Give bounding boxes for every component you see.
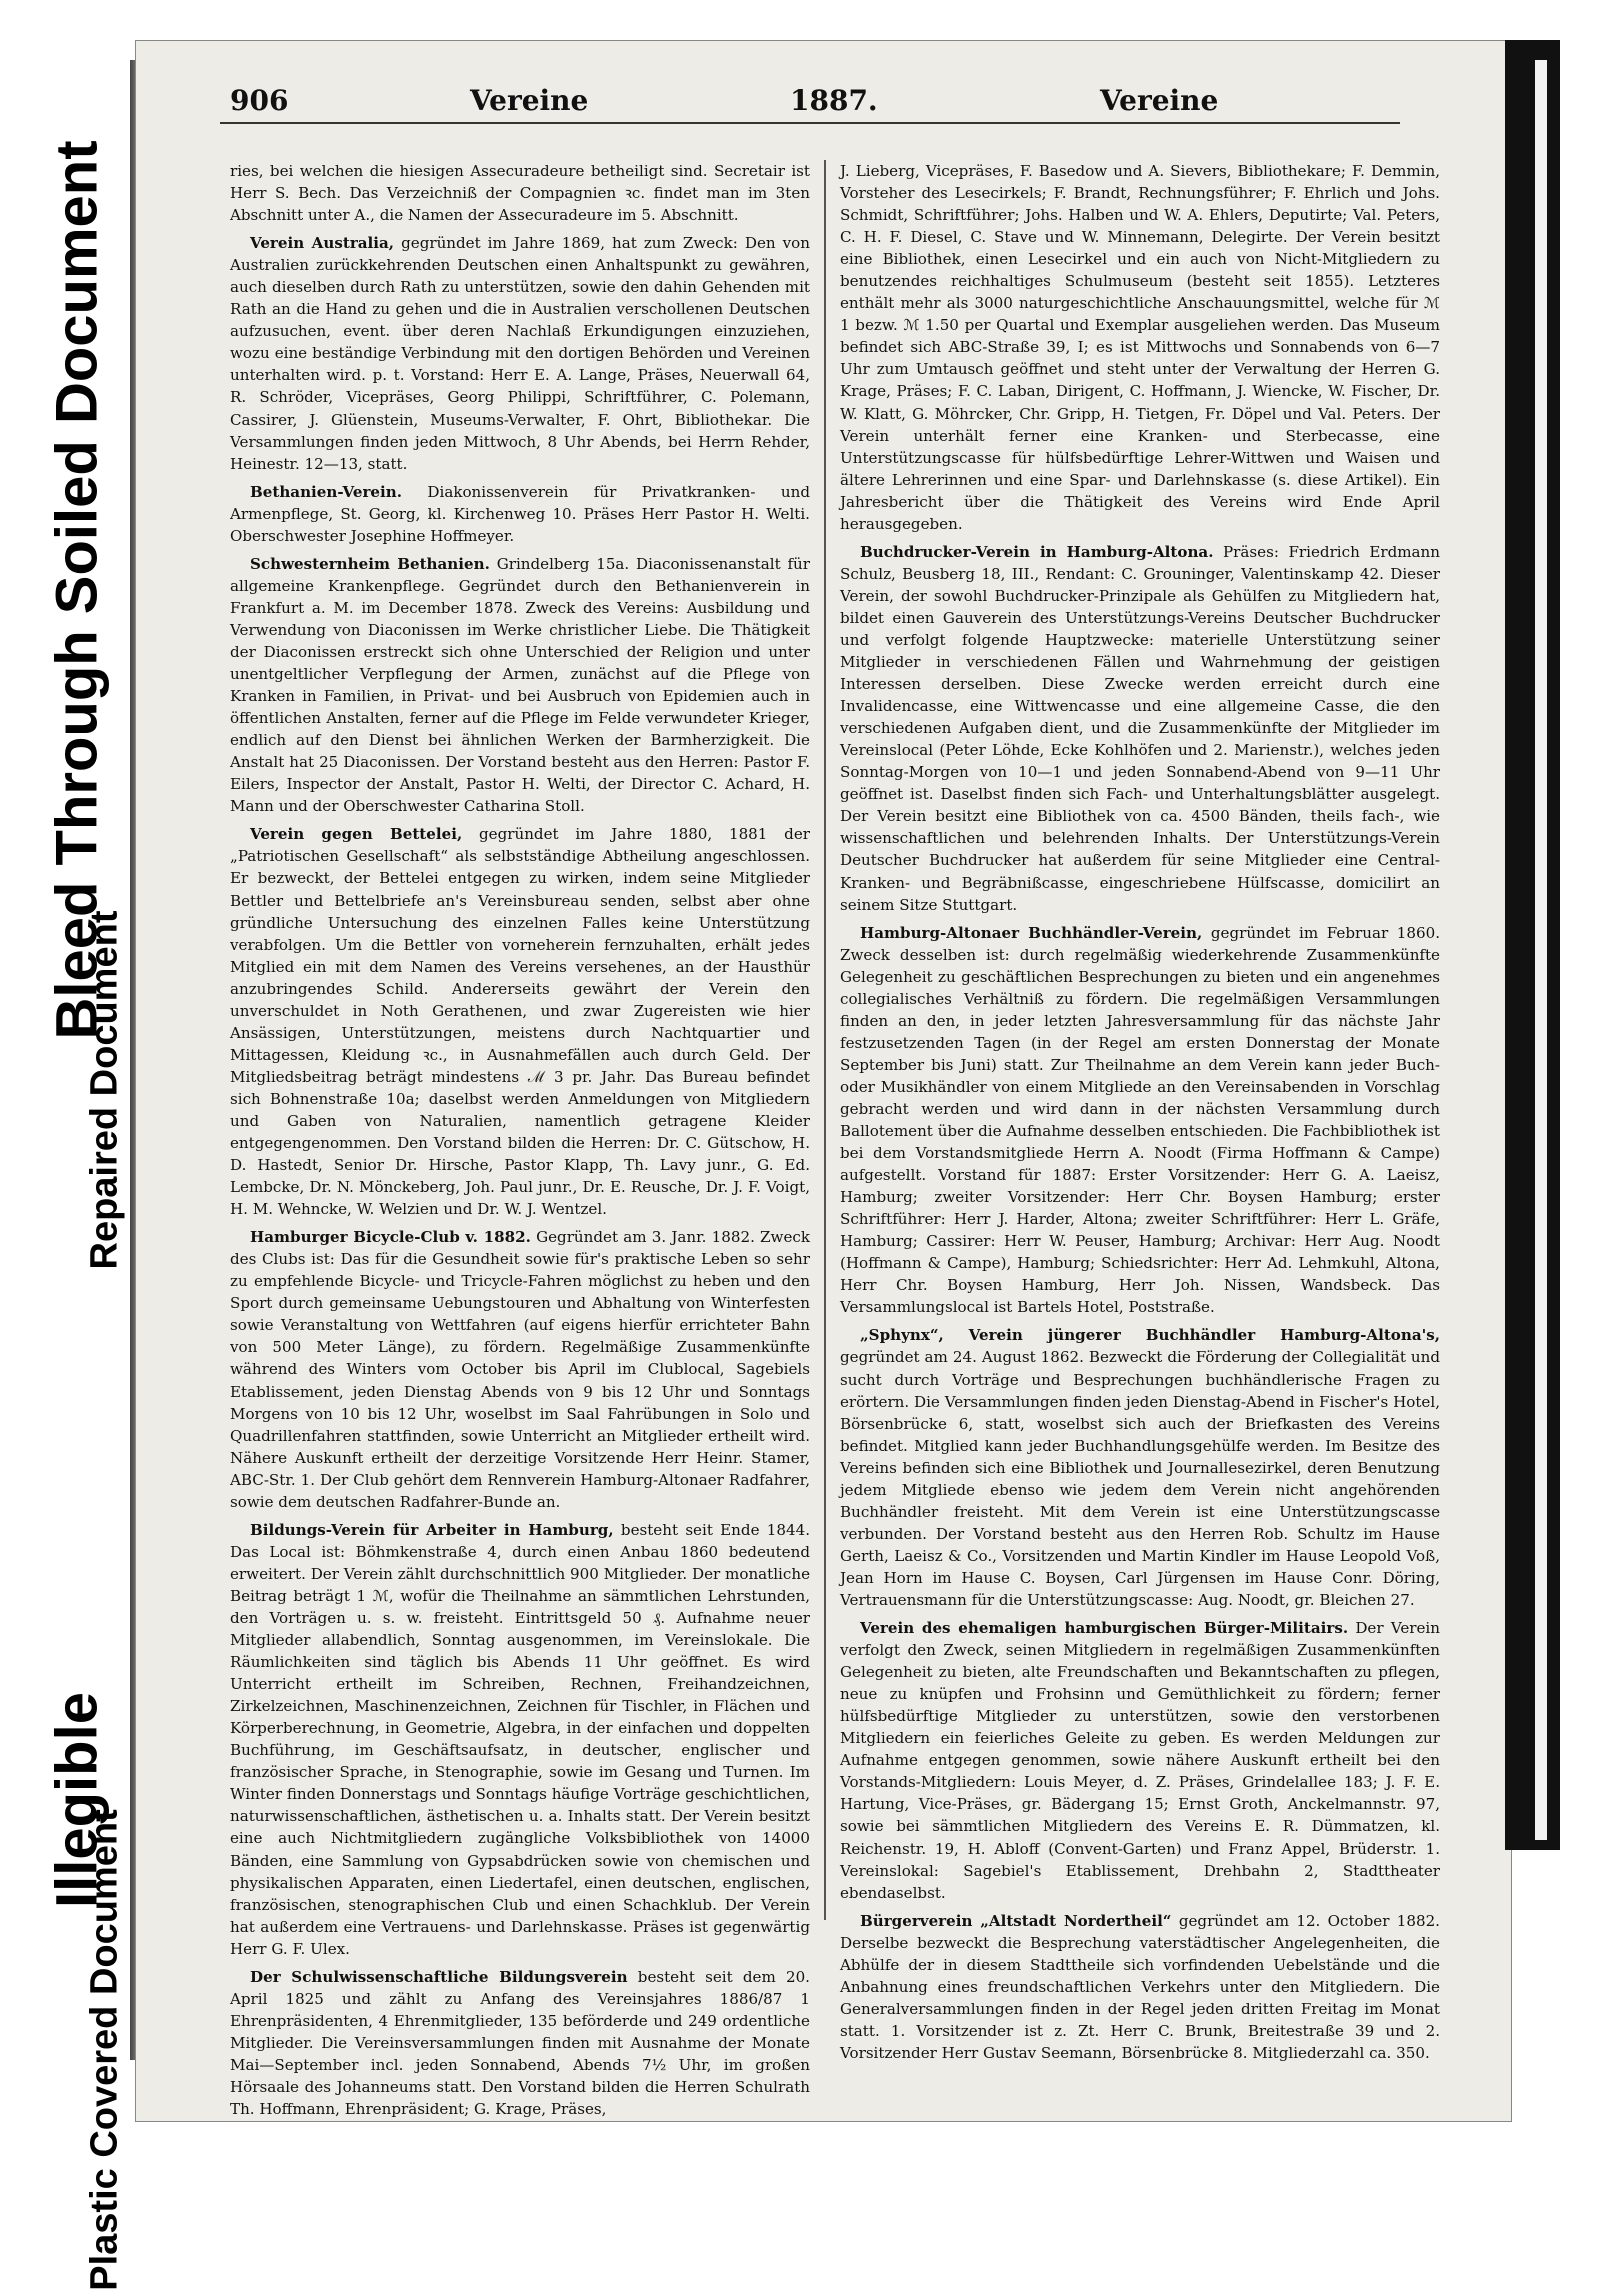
stamp-bleed-soiled: Bleed Through Soiled Document [44, 140, 110, 1040]
header-title-right: Vereine [1100, 84, 1219, 117]
column-divider [824, 160, 826, 1920]
society-name: Hamburger Bicycle-Club v. 1882. [250, 1228, 531, 1247]
society-entry [840, 1324, 1440, 1611]
society-description: Diakonissenverein für Privatkranken- und Armenpflege, St. Georg, kl. Kirchenweg 10. Präses Herr Pastor H. Welti. Oberschwester Josephine Hoffmeyer. [230, 482, 810, 545]
society-entry [840, 922, 1440, 1319]
society-name: Verein Australia, [250, 234, 395, 253]
header-title-left: Vereine [470, 84, 589, 117]
scan-border-highlight [1535, 60, 1547, 1840]
society-description: besteht seit dem 20. April 1825 und zählt zu Anfang des Vereinsjahres 1886/87 1 Ehrenpräsidenten, 4 Ehrenmitglieder, 135 beförderde und 249 ordentliche Mitglieder. Die Vereinsversammlungen finden mit Ausnahme der Monate Mai—September incl. jeden Sonnabend, Abends 7½ Uhr, im großen Hörsaale des Johanneums statt. Den Vorstand bilden die Herren Schulrath Th. Hoffmann, Ehrenpräsident; G. Krage, Präses, [230, 1967, 810, 2119]
society-name: Buchdrucker-Verein in Hamburg-Altona. [860, 542, 1214, 561]
left-column [230, 160, 810, 2126]
society-description: Grindelberg 15a. Diaconissenanstalt für allgemeine Krankenpflege. Gegründet durch den Bethanienverein in Frankfurt a. M. im December 1878. Zweck des Vereins: Ausbildung und Verwendung von Diaconissen im Werke christlicher Liebe. Die Thätigkeit der Diaconissen erstreckt sich ohne Unterschied der Religion und unter unentgeltlicher Verpflegung der Armen, zunächst auf die Pflege von Kranken in Familien, in Privat- und bei Ausbruch von Epidemien auch in öffentlichen Anstalten, ferner auf die Pflege im Felde verwundeter Krieger, endlich auf den Dienst bei ähnlichen Werken der Barmherzigkeit. Die Anstalt hat 25 Diaconissen. Der Vorstand besteht aus den Herren: Pastor F. Eilers, Inspector der Anstalt, Pastor H. Welti, der Director C. Achard, H. Mann und der Oberschwester Catharina Stoll. [230, 554, 810, 816]
stamp-plastic: Plastic Covered Document [83, 1809, 126, 2291]
page-number: 906 [230, 84, 289, 117]
society-entry [230, 160, 810, 226]
society-name: Bethanien-Verein. [250, 482, 402, 501]
archival-stamp [0, 0, 140, 2291]
society-entry [230, 553, 810, 818]
society-description: ries, bei welchen die hiesigen Assecuradeure betheiligt sind. Secretair ist Herr S. Bech. Das Verzeichniß der Compagnien ꝛc. findet man im 3ten Abschnitt unter A., die Namen der Assecuradeure im 5. Abschnitt. [230, 162, 810, 225]
society-description: besteht seit Ende 1844. Das Local ist: Böhmkenstraße 4, durch einen Anbau 1860 bedeutend erweitert. Der Verein zählt durchschnittlich 900 Mitglieder. Der monatliche Beitrag beträgt 1 ℳ, wofür die Theilnahme an sämmtlichen Lehrstunden, den Vorträgen u. s. w. freisteht. Eintrittsgeld 50 ₰. Aufnahme neuer Mitglieder allabendlich, Sonntag ausgenommen, im Vereinslokale. Die Räumlichkeiten sind täglich bis Abends 11 Uhr geöffnet. Es wird Unterricht ertheilt im Schreiben, Rechnen, Freihandzeichnen, Zirkelzeichnen, Maschinenzeichnen, Zeichnen für Tischler, in Flächen und Körperberechnung, in Geometrie, Algebra, in der einfachen und doppelten Buchführung, im Geschäftsaufsatz, in deutscher, englischer und französischer Sprache, in Stenographie, sowie im Gesang und Turnen. Im Winter finden Donnerstags und Sonntags häufige Vorträge geschichtlichen, naturwissenschaftlichen, ästhetischen u. a. Inhalts statt. Der Verein besitzt eine auch Nichtmitgliedern zugängliche Volksbibliothek von 14000 Bänden, eine Sammlung von Gypsabdrücken sowie von chemischen und physikalischen Apparaten, einen Liedertafel, einen deutschen, englischen, französischen, stenographischen Club und einen Schachklub. Der Verein hat außerdem eine Vertrauens- und Darlehnskasse. Präses ist gegenwärtig Herr G. F. Ulex. [230, 1520, 810, 1958]
society-entry [230, 481, 810, 547]
society-description: gegründet im Februar 1860. Zweck desselben ist: durch regelmäßig wiederkehrende Zusammenkünfte Gelegenheit zu geschäftlichen Besprechungen zu bieten und ein angenehmes collegialisches Verhältniß zu fördern. Die regelmäßigen Versammlungen finden an den, in jeder letzten Jahresversammlung für das nächste Jahr festzusetzenden Tagen (in der Regel am ersten Donnerstag der Monate September bis Juni) statt. Zur Theilnahme an dem Verein kann jeder Buch- oder Musikhändler von einem Mitgliede an den Vereinsabenden in Vorschlag gebracht werden und wird dann in der nächsten Versammlung durch Ballotement über die Aufnahme desselben entschieden. Die Fachbibliothek ist bei dem Vorstandsmitgliede Herrn A. Noodt (Firma Hoffmann & Campe) aufgestellt. Vorstand für 1887: Erster Vorsitzender: Herr G. A. Laeisz, Hamburg; zweiter Vorsitzender: Herr Chr. Boysen Hamburg; erster Schriftführer: Herr J. Harder, Altona; zweiter Schriftführer: Herr L. Gräfe, Hamburg; Cassirer: Herr W. Peuser, Hamburg; Archivar: Herr Aug. Noodt (Hoffmann & Campe), Hamburg; Schiedsrichter: Herr Ad. Lehmkuhl, Altona, Herr Chr. Boysen Hamburg, Herr Joh. Nissen, Wandsbeck. Das Versammlungslocal ist Bartels Hotel, Poststraße. [840, 923, 1440, 1317]
society-description: gegründet im Jahre 1869, hat zum Zweck: Den von Australien zurückkehrenden Deutschen einen Anhaltspunkt zu gewähren, auch dieselben durch Rath zu unterstützen, sowie den dahin Gehenden mit Rath an die Hand zu gehen und die in Australien verschollenen Deutschen aufzusuchen, event. über deren Nachlaß Erkundigungen einzuziehen, wozu eine beständige Verbindung mit den dortigen Behörden und Vereinen unterhalten wird. p. t. Vorstand: Herr E. A. Lange, Präses, Neuerwall 64, R. Schröder, Vicepräses, Georg Philippi, Schriftführer, C. Polemann, Cassirer, J. Glüenstein, Museums-Verwalter, F. Ohrt, Bibliothekar. Die Versammlungen finden jeden Mittwoch, 8 Uhr Abends, bei Herrn Rehder, Heinestr. 12—13, statt. [230, 234, 810, 473]
right-column [840, 160, 1440, 2070]
society-name: Bildungs-Verein für Arbeiter in Hamburg, [250, 1520, 614, 1539]
society-description: Präses: Friedrich Erdmann Schulz, Beusberg 18, III., Rendant: C. Grouninger, Valentinskamp 42. Dieser Verein, der sowohl Buchdrucker-Prinzipale als Gehülfen zu Mitgliedern hat, bildet einen Gauverein des Unterstützungs-Vereins Deutscher Buchdrucker und verfolgt folgende Hauptzwecke: materielle Unterstützung seiner Mitglieder in verschiedenen Fällen und Wahrnehmung der geistigen Interessen derselben. Diese Zwecke werden erreicht durch eine Invalidencasse, eine Wittwencasse und eine allgemeine Casse, die den verschiedenen Aufgaben dient, und die Zusammenkünfte der Mitglieder im Vereinslocal (Peter Löhde, Ecke Kohlhöfen und 2. Marienstr.), welches jeden Sonntag-Morgen von 10—1 und jeden Sonnabend-Abend von 9—11 Uhr geöffnet ist. Daselbst finden sich Fach- und Unterhaltungsblätter ausgelegt. Der Verein besitzt eine Bibliothek von ca. 4500 Bänden, theils fach-, wie wissenschaftlichen und belehrenden Inhalts. Der Unterstützungs-Verein Deutscher Buchdrucker hat außerdem für seine Mitglieder eine Central-Kranken- und Begräbnißcasse, eingeschriebene Hülfscasse, domicilirt an seinem Sitze Stuttgart. [840, 542, 1440, 914]
society-name: „Sphynx“, Verein jüngerer Buchhändler Hamburg-Altona's, [860, 1326, 1440, 1345]
society-name: Hamburg-Altonaer Buchhändler-Verein, [860, 923, 1203, 942]
society-entry [230, 1519, 810, 1960]
header-rule [220, 122, 1400, 124]
society-name: Verein gegen Bettelei, [250, 825, 463, 844]
society-name: Bürgerverein „Altstadt Nordertheil“ [860, 1911, 1172, 1930]
society-entry [230, 232, 810, 475]
society-description: J. Lieberg, Vicepräses, F. Basedow und A. Sievers, Bibliothekare; F. Demmin, Vorsteher des Lesecirkels; F. Brandt, Rechnungsführer; F. Ehrlich und Johs. Schmidt, Schriftführer; Johs. Halben und W. A. Ehlers, Deputirte; Val. Peters, C. H. F. Diesel, C. Stave und W. Minnemann, Delegirte. Der Verein besitzt eine Bibliothek, einen Lesecirkel und ein auch von Nicht-Mitgliedern zu benutzendes reichhaltiges Schulmuseum (besteht seit 1855). Letzteres enthält mehr als 3000 naturgeschichtliche Anschauungsmittel, welche für ℳ 1 bezw. ℳ 1.50 per Quartal und Exemplar ausgeliehen werden. Das Museum befindet sich ABC-Straße 39, I; es ist Mittwochs und Sonnabends von 6—7 Uhr zum Umtausch geöffnet und steht unter der Verwaltung der Herren G. Krage, Präses; F. C. Laban, Dirigent, C. Hoffmann, J. Wiencke, W. Fischer, Dr. W. Klatt, G. Möhrcker, Chr. Gripp, H. Tietgen, Fr. Döpel und Val. Peters. Der Verein unterhält ferner eine Kranken- und Sterbecasse, eine Unterstützungscasse für hülfsbedürftige Lehrer-Wittwen und Waisen und ältere Lehrerinnen und eine Spar- und Darlehnskasse (s. diese Artikel). Ein Jahresbericht über die Thätigkeit des Vereins wird Ende April herausgegeben. [840, 162, 1440, 533]
header-year: 1887. [790, 84, 878, 117]
society-name: Schwesternheim Bethanien. [250, 554, 490, 573]
society-entry [840, 541, 1440, 916]
stamp-illegible: Illegible [44, 1692, 110, 1908]
society-entry [230, 1226, 810, 1513]
running-header [230, 80, 1390, 120]
society-name: Verein des ehemaligen hamburgischen Bürger-Militairs. [860, 1619, 1349, 1638]
society-name: Der Schulwissenschaftliche Bildungsverein [250, 1967, 628, 1986]
society-entry [840, 160, 1440, 535]
society-description: Der Verein verfolgt den Zweck, seinen Mitgliedern in regelmäßigen Zusammenkünften Gelegenheit zu bieten, alte Freundschaften und Bekanntschaften zu pflegen, neue zu knüpfen und Frohsinn und Gemüthlichkeit zu fördern; ferner hülfsbedürftige Mitglieder zu unterstützen, sowie den verstorbenen Mitgliedern ein feierliches Geleite zu geben. Es werden Meldungen zur Aufnahme entgegen genommen, sowie nähere Auskunft ertheilt bei den Vorstands-Mitgliedern: Louis Meyer, d. Z. Präses, Grindelallee 183; J. F. E. Hartung, Vice-Präses, gr. Bädergang 15; Ernst Groth, Anckelmannstr. 97, sowie bei sämmtlichen Mitgliedern des Vereins E. R. Dümmatzen, kl. Reichenstr. 19, H. Abloff (Convent-Garten) und Franz Appel, Brüderstr. 1. Vereinslokal: Sagebiel's Etablissement, Drehbahn 2, Stadttheater ebendaselbst. [840, 1619, 1440, 1902]
scan-border-right [1505, 40, 1560, 1850]
society-description: gegründet am 24. August 1862. Bezweckt die Förderung der Collegialität und sucht durch Vorträge und Besprechungen buchhändlerische Fragen zu erörtern. Die Versammlungen finden jeden Dienstag-Abend in Fischer's Hotel, Börsenbrücke 6, statt, woselbst sich auch der Briefkasten des Vereins befindet. Mitglied kann jeder Buchhandlungsgehülfe werden. Im Besitze des Vereins befinden sich eine Bibliothek und Journallesezirkel, deren Benutzung jedem Mitgliede ebenso wie jedem dem Verein nicht angehörenden Buchhändler freisteht. Mit dem Verein ist eine Unterstützungscasse verbunden. Der Vorstand besteht aus den Herren Rob. Schultz im Hause Gerth, Laeisz & Co., Vorsitzenden und Martin Kindler im Hause Leopold Voß, Jean Horn im Hause C. Boysen, Carl Jürgensen im Hause Conr. Döring, Vertrauensmann für die Unterstützungscasse: Aug. Noodt, gr. Bleichen 27. [840, 1348, 1440, 1609]
society-entry [230, 823, 810, 1220]
society-entry [230, 1966, 810, 2120]
society-entry [840, 1910, 1440, 2064]
society-description: gegründet im Jahre 1880, 1881 der „Patriotischen Gesellschaft“ als selbstständige Abtheilung angeschlossen. Er bezweckt, der Bettelei entgegen zu wirken, indem seine Mitglieder Bettler und Bettelbriefe an's Vereinsbureau senden, selbst aber ohne gründliche Untersuchung des einzelnen Falles keine Unterstützung verabfolgen. Um die Bettler von vorneherein fernzuhalten, erhält jedes Mitglied ein mit dem Namen des Vereins versehenes, an der Hausthür anzubringendes Schild. Andererseits gewährt der Verein den unverschuldet in Noth Gerathenen, und zwar Zugereisten wie hier Ansässigen, Unterstützungen, meistens durch Nachtquartier und Mittagessen, Kleidung ꝛc., in Ausnahmefällen auch durch Geld. Der Mitgliedsbeitrag beträgt mindestens ℳ 3 pr. Jahr. Das Bureau befindet sich Bohnenstraße 10a; daselbst werden Anmeldungen von Mitgliedern und Gaben von Naturalien, namentlich getragene Kleider entgegengenommen. Den Vorstand bilden die Herren: Dr. C. Gütschow, H. D. Hastedt, Senior Dr. Hirsche, Pastor Klapp, Th. Lavy junr., G. Ed. Lembcke, Dr. N. Mönckeberg, Joh. Paul junr., Dr. E. Reusche, Dr. J. F. Voigt, H. M. Wehncke, W. Welzien und Dr. W. J. Wentzel. [230, 825, 810, 1219]
society-description: gegründet am 12. October 1882. Derselbe bezweckt die Besprechung vaterstädtischer Angelegenheiten, die Abhülfe der in diesem Stadttheile sich vorfindenden Uebelstände und die Anbahnung eines freundschaftlichen Verkehrs unter den Mitgliedern. Die Generalversammlungen finden in der Regel jeden dritten Freitag im Monat statt. 1. Vorsitzender ist z. Zt. Herr C. Brunk, Breitestraße 39 und 2. Vorsitzender Herr Gustav Seemann, Börsenbrücke 8. Mitgliederzahl ca. 350. [840, 1911, 1440, 2062]
stamp-repaired: Repaired Document [83, 910, 126, 1270]
society-description: Gegründet am 3. Janr. 1882. Zweck des Clubs ist: Das für die Gesundheit sowie für's praktische Leben so sehr zu empfehlende Bicycle- und Tricycle-Fahren möglichst zu heben und den Sport durch gemeinsame Uebungstouren und Abhaltung von Winterfesten sowie Veranstaltung von Wettfahren (auf eigens hierfür errichteter Bahn von 500 Meter Länge), zu fördern. Regelmäßige Zusammenkünfte während des Winters vom October bis April im Clublocal, Sagebiels Etablissement, jeden Dienstag Abends von 9 bis 12 Uhr und Sonntags Morgens von 10 bis 12 Uhr, woselbst im Saal Fahrübungen in Solo und Quadrillenfahren stattfinden, sowie Unterricht an Mitglieder ertheilt wird. Nähere Auskunft ertheilt der derzeitige Vorsitzende Herr Heinr. Stamer, ABC-Str. 1. Der Club gehört dem Rennverein Hamburg-Altonaer Radfahrer, sowie dem deutschen Radfahrer-Bunde an. [230, 1228, 810, 1511]
society-entry [840, 1617, 1440, 1904]
